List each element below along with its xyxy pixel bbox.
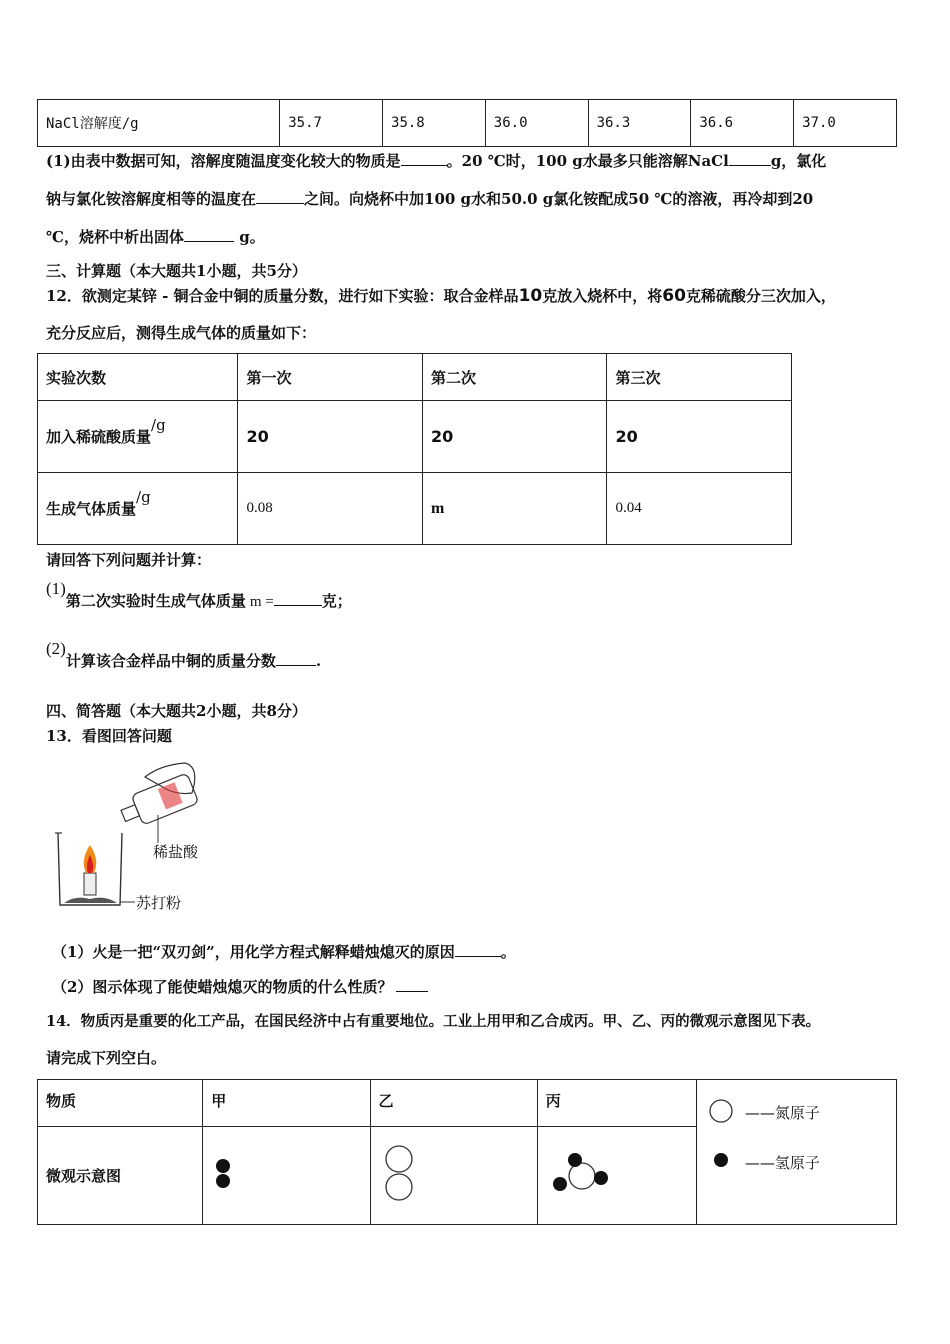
table-header-cell: 实验次数	[38, 354, 238, 401]
table-row-label: 微观示意图	[38, 1127, 203, 1225]
table-cell: m	[422, 473, 607, 545]
nitrogen-atom-icon	[710, 1100, 732, 1122]
q12-text: 第二次实验时生成气体质量	[65, 592, 246, 610]
sub-number: (1)	[46, 579, 66, 598]
ammonia-molecule-icon	[546, 1148, 618, 1200]
nacl-label: NaCl溶解度/g	[38, 100, 280, 147]
section-heading: 四、简答题（本大题共2小题，共8分）	[46, 702, 307, 720]
q11-text: 钠与氯化铵溶解度相等的温度在	[46, 190, 257, 208]
q12-sub1	[46, 579, 352, 610]
q12-text: 计算该合金样品中铜的质量分数	[65, 652, 276, 670]
molecule-cell-yi	[370, 1127, 537, 1225]
table-row	[38, 354, 792, 401]
q13-figure	[50, 755, 270, 920]
table-header-cell: 乙	[370, 1080, 537, 1127]
row-label-text: 加入稀硫酸质量	[46, 428, 152, 446]
molecule-cell-bing	[537, 1127, 696, 1225]
q12-text: 12．欲测定某锌 - 铜合金中铜的质量分数，进行如下实验：取合金样品	[46, 287, 519, 305]
q13-sub2	[52, 977, 428, 997]
nacl-value: 37.0	[794, 100, 897, 147]
label-powder: 苏打粉	[136, 894, 182, 912]
answer-blank[interactable]	[256, 189, 304, 204]
table-header-cell: 物质	[38, 1080, 203, 1127]
q12-text: 克稀硫酸分三次加入，	[685, 287, 836, 305]
q13-title: 13．看图回答问题	[46, 727, 172, 745]
q14-line1: 14．物质丙是重要的化工产品，在国民经济中占有重要地位。工业上用甲和乙合成丙。甲、乙、丙的微观示意图见下表。	[46, 1013, 821, 1030]
q11-text: (1)由表中数据可知，溶解度随温度变化较大的物质是	[46, 152, 401, 170]
sub-number: (2)	[46, 639, 66, 658]
q11-text: g。	[233, 228, 265, 246]
answer-blank[interactable]	[729, 151, 771, 166]
table-header-cell: 第三次	[607, 354, 792, 401]
table-row	[38, 100, 897, 147]
nacl-value: 36.0	[485, 100, 588, 147]
q11-line1	[46, 151, 826, 171]
q11-text: 。20 ℃时，100 g水最多只能溶解NaCl	[446, 152, 729, 170]
answer-blank[interactable]	[455, 942, 501, 957]
answer-blank[interactable]	[184, 227, 234, 242]
q13-sub1	[52, 942, 516, 962]
q12-table	[37, 353, 792, 545]
legend-nitrogen: ——氮原子	[744, 1104, 820, 1122]
legend-cell	[696, 1080, 896, 1225]
legend-hydrogen: ——氢原子	[744, 1154, 820, 1172]
answer-blank[interactable]	[276, 651, 316, 666]
table-cell: 0.08	[238, 473, 423, 545]
q11-text: g，氯化	[770, 152, 827, 170]
unit-label: /g	[151, 416, 166, 434]
q11-text: ℃，烧杯中析出固体	[46, 228, 184, 246]
table-cell: 20	[607, 401, 792, 473]
table-header-cell: 第二次	[422, 354, 607, 401]
molecule-cell-jia	[203, 1127, 370, 1225]
candle-icon	[84, 873, 96, 895]
table-row-label	[38, 401, 238, 473]
q14-table	[37, 1079, 897, 1225]
answer-blank[interactable]	[401, 151, 447, 166]
q14-line2: 请完成下列空白。	[46, 1049, 167, 1067]
q12-sub2	[46, 639, 322, 670]
powder-icon	[64, 898, 117, 903]
q13-text: （2）图示体现了能使蜡烛熄灭的物质的什么性质？	[52, 978, 393, 996]
q12-prompt: 请回答下列问题并计算：	[46, 551, 212, 569]
q12-var: m =	[249, 594, 274, 610]
q13-text: （1）火是一把“双刃剑”，用化学方程式解释蜡烛熄灭的原因	[52, 943, 455, 961]
q12-text: 克；	[321, 592, 352, 610]
nacl-table	[37, 99, 897, 147]
table-cell: 20	[422, 401, 607, 473]
table-row	[38, 401, 792, 473]
hydrogen-atom-icon	[714, 1153, 728, 1167]
nitrogen-molecule-icon	[379, 1142, 419, 1206]
label-acid: 稀盐酸	[153, 843, 199, 861]
answer-blank[interactable]	[396, 977, 428, 992]
q11-line2	[46, 189, 813, 209]
section-heading: 三、计算题（本大题共1小题，共5分）	[46, 262, 307, 280]
q12-line2: 充分反应后，测得生成气体的质量如下：	[46, 324, 317, 342]
table-header-cell: 丙	[537, 1080, 696, 1127]
q12-text: .	[315, 652, 322, 670]
table-row	[38, 473, 792, 545]
unit-label: /g	[136, 488, 151, 506]
answer-blank[interactable]	[274, 591, 322, 606]
q12-mass-acid: 60	[662, 286, 686, 306]
table-row	[38, 1080, 897, 1127]
table-cell: 0.04	[607, 473, 792, 545]
nacl-value: 36.6	[691, 100, 794, 147]
nacl-value: 36.3	[588, 100, 691, 147]
nacl-value: 35.8	[383, 100, 486, 147]
legend-atoms	[705, 1094, 745, 1184]
table-cell: 20	[238, 401, 423, 473]
q11-text: 之间。向烧杯中加100 g水和50.0 g氯化铵配成50 ℃的溶液，再冷却到20	[304, 190, 814, 208]
q13-text: 。	[500, 943, 516, 961]
q12-mass-sample: 10	[518, 286, 543, 306]
nacl-value: 35.7	[280, 100, 383, 147]
row-label-text: 生成气体质量	[46, 500, 137, 518]
table-header-cell: 第一次	[238, 354, 423, 401]
q12-line1	[46, 286, 836, 306]
hydrogen-molecule-icon	[211, 1154, 241, 1194]
q12-text: 克放入烧杯中，将	[542, 287, 663, 305]
q11-line3	[46, 227, 265, 247]
table-row-label	[38, 473, 238, 545]
table-header-cell: 甲	[203, 1080, 370, 1127]
